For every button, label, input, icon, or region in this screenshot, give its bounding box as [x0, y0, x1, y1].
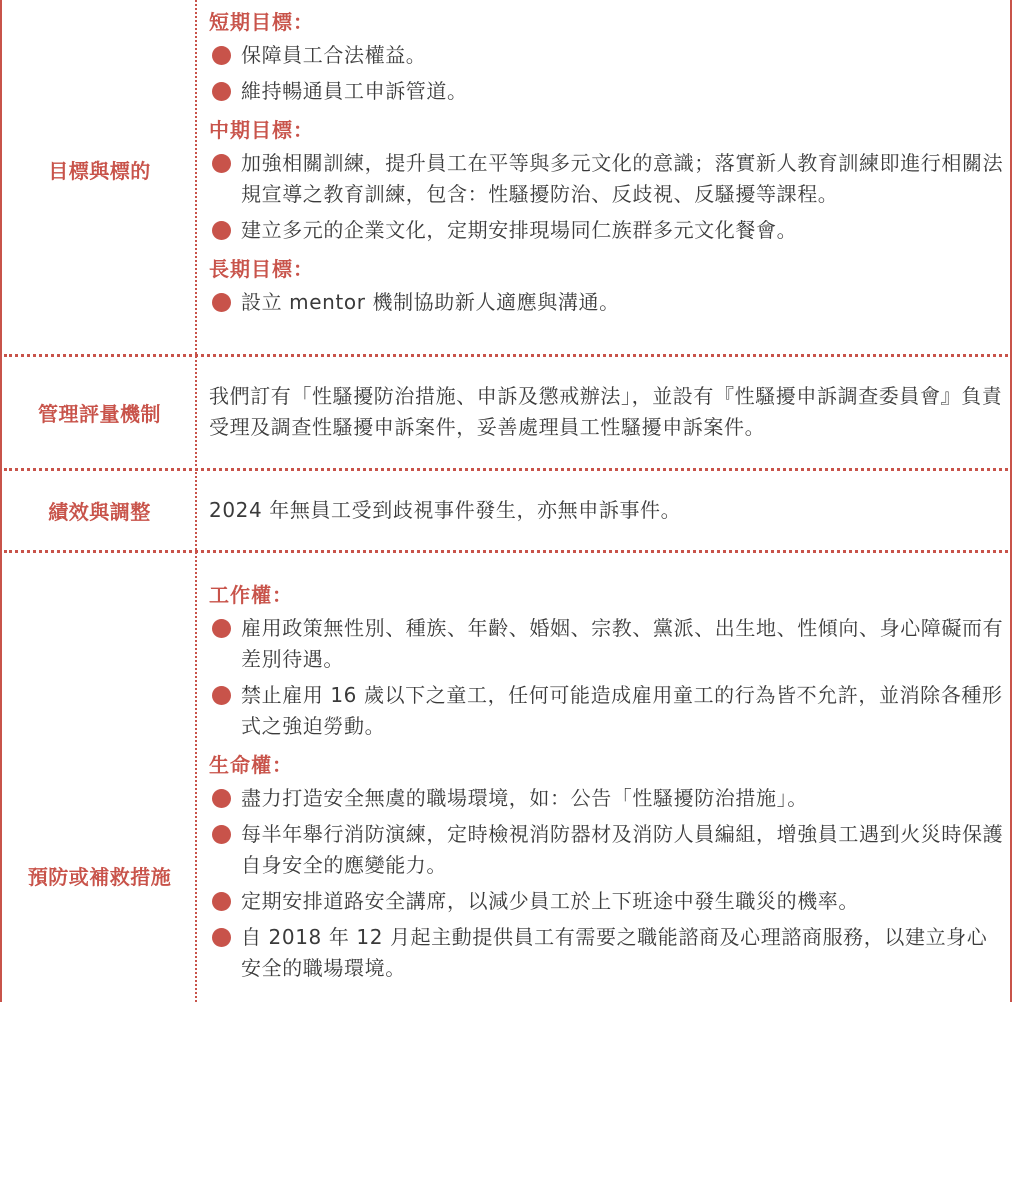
list-item: 自 2018 年 12 月起主動提供員工有需要之職能諮商及心理諮商服務，以建立身心安全的職場環境。	[209, 922, 1004, 984]
list-item: 禁止雇用 16 歲以下之童工，任何可能造成雇用童工的行為皆不允許，並消除各種形式之強迫勞動。	[209, 680, 1004, 742]
row-label-goals: 目標與標的	[48, 158, 151, 183]
bullet-dot-icon	[212, 221, 231, 240]
bullet-dot-icon	[212, 892, 231, 911]
management-text: 我們訂有「性騷擾防治措施、申訴及懲戒辦法」，並設有『性騷擾申訴調查委員會』負責受理及調查性騷擾申訴案件，妥善處理員工性騷擾申訴案件。	[209, 384, 1003, 439]
bullet-dot-icon	[212, 293, 231, 312]
bullet-dot-icon	[212, 789, 231, 808]
row-prevention	[4, 553, 1008, 1002]
list-item: 定期安排道路安全講席，以減少員工於上下班途中發生職災的機率。	[209, 886, 1004, 917]
list-item: 設立 mentor 機制協助新人適應與溝通。	[209, 287, 1004, 318]
row-performance	[4, 471, 1008, 550]
bullet-dot-icon	[212, 928, 231, 947]
life-rights-heading: 生命權：	[209, 753, 293, 777]
row-goals	[4, 0, 1008, 354]
prevention-content	[209, 577, 1004, 989]
row-label-performance: 績效與調整	[48, 500, 151, 524]
bullet-dot-icon	[212, 46, 231, 65]
list-item: 保障員工合法權益。	[209, 40, 1004, 71]
row-label-management: 管理評量機制	[38, 402, 161, 426]
bullet-dot-icon	[212, 154, 231, 173]
bullet-dot-icon	[212, 82, 231, 101]
list-item: 加強相關訓練，提升員工在平等與多元文化的意識；落實新人教育訓練即進行相關法規宣導之教育訓練，包含：性騷擾防治、反歧視、反騷擾等課程。	[209, 148, 1004, 210]
list-item: 盡力打造安全無虞的職場環境，如：公告「性騷擾防治措施」。	[209, 783, 1004, 814]
row-management	[4, 357, 1008, 468]
row-label-prevention: 預防或補救措施	[27, 865, 172, 889]
short-term-heading: 短期目標：	[209, 10, 314, 34]
bullet-dot-icon	[212, 686, 231, 705]
long-term-heading: 長期目標：	[209, 257, 314, 281]
mid-term-heading: 中期目標：	[209, 118, 314, 142]
bullet-dot-icon	[212, 619, 231, 638]
list-item: 雇用政策無性別、種族、年齡、婚姻、宗教、黨派、出生地、性傾向、身心障礙而有差別待遇。	[209, 613, 1004, 675]
list-item: 建立多元的企業文化，定期安排現場同仁族群多元文化餐會。	[209, 215, 1004, 246]
list-item: 每半年舉行消防演練，定時檢視消防器材及消防人員編組，增強員工遇到火災時保護自身安全的應變能力。	[209, 819, 1004, 881]
list-item: 維持暢通員工申訴管道。	[209, 76, 1004, 107]
work-rights-heading: 工作權：	[209, 583, 293, 607]
goals-content	[209, 4, 1004, 323]
performance-text: 2024 年無員工受到歧視事件發生，亦無申訴事件。	[209, 498, 682, 522]
bullet-dot-icon	[212, 825, 231, 844]
